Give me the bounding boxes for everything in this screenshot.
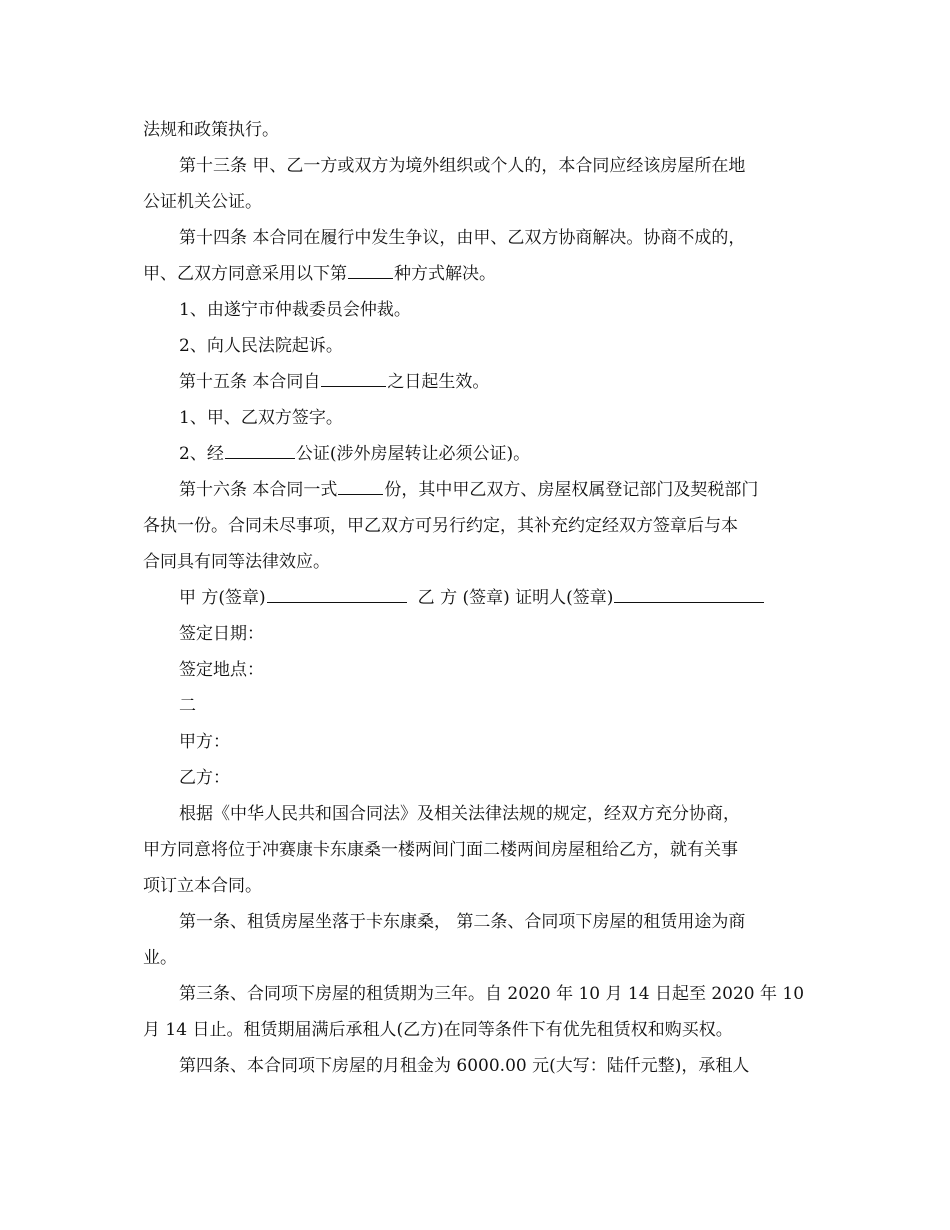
preamble: 根据《中华人民共和国合同法》及相关法律法规的规定，经双方充分协商， <box>179 804 740 824</box>
text-line: 月 14 日止。租赁期届满后承租人(乙方)在同等条件下有优先租赁权和购买权。 <box>143 1020 733 1040</box>
fill-in-blank <box>225 442 295 459</box>
document-body <box>143 112 813 1084</box>
text-line: 公证机关公证。 <box>143 192 262 212</box>
fill-in-blank <box>348 262 393 279</box>
text-segment: 第十六条 本合同一式 <box>179 480 338 500</box>
fill-in-blank <box>338 478 383 495</box>
text-segment: 公证(涉外房屋转让必须公证)。 <box>295 444 531 464</box>
article-3: 第三条、合同项下房屋的租赁期为三年。自 2020 年 10 月 14 日起至 2020 年 10 <box>179 984 805 1004</box>
text-segment: 甲、乙双方同意采用以下第 <box>143 264 347 284</box>
list-item: 2、向人民法院起诉。 <box>179 336 343 356</box>
fill-in-blank <box>321 370 386 387</box>
text-segment: 2、经 <box>179 444 224 464</box>
party-b-label: 乙方： <box>179 768 230 788</box>
list-item: 1、甲、乙双方签字。 <box>179 408 343 428</box>
article-15 <box>143 364 813 400</box>
list-item <box>143 436 813 472</box>
article-1: 第一条、租赁房屋坐落于卡东康桑， 第二条、合同项下房屋的租赁用途为商 <box>179 912 746 932</box>
text-segment: 种方式解决。 <box>394 264 496 284</box>
text-line: 甲方同意将位于冲赛康卡东康桑一楼两间门面二楼两间房屋租给乙方，就有关事 <box>143 840 738 860</box>
sign-place-label: 签定地点： <box>179 660 264 680</box>
text-line <box>143 256 813 292</box>
signature-line <box>143 580 813 616</box>
sign-date-label: 签定日期： <box>179 624 264 644</box>
text-segment: 第十五条 本合同自 <box>179 372 321 392</box>
article-14: 第十四条 本合同在履行中发生争议，由甲、乙双方协商解决。协商不成的， <box>179 228 746 248</box>
text-line: 各执一份。合同未尽事项，甲乙双方可另行约定，其补充约定经双方签章后与本 <box>143 516 738 536</box>
text-line: 业。 <box>143 948 177 968</box>
section-number: 二 <box>179 696 196 716</box>
text-segment: 份，其中甲乙双方、房屋权属登记部门及契税部门 <box>384 480 759 500</box>
text-line: 合同具有同等法律效应。 <box>143 552 330 572</box>
signature-blank <box>614 586 764 603</box>
text-line: 法规和政策执行。 <box>143 120 279 140</box>
party-a-signature-label: 甲 方(签章) <box>179 588 266 608</box>
text-segment: 之日起生效。 <box>387 372 490 392</box>
party-b-witness-signature-label: 乙 方 (签章) 证明人(签章) <box>417 588 614 608</box>
article-16 <box>143 472 813 508</box>
article-4: 第四条、本合同项下房屋的月租金为 6000.00 元(大写：陆仟元整)，承租人 <box>179 1056 750 1076</box>
list-item: 1、由遂宁市仲裁委员会仲裁。 <box>179 300 411 320</box>
article-13: 第十三条 甲、乙一方或双方为境外组织或个人的，本合同应经该房屋所在地 <box>179 156 746 176</box>
text-line: 项订立本合同。 <box>143 876 262 896</box>
signature-blank <box>267 586 407 603</box>
party-a-label: 甲方： <box>179 732 230 752</box>
